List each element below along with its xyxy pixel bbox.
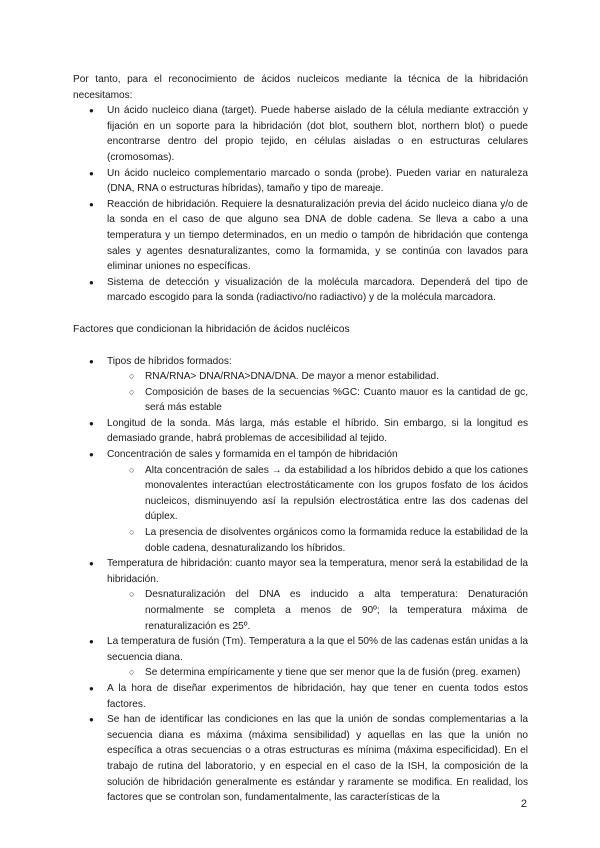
- sub-list: [107, 463, 528, 557]
- list-item: [73, 354, 528, 416]
- sub-list-item: ○ La presencia de disolventes orgánicos como la formamida reduce la estabilidad de la doble cadena, desnaturalizando los híbridos.: [107, 525, 528, 556]
- intro-paragraph: Por tanto, para el reconocimiento de ácidos nucleicos mediante la técnica de la hibridación necesitamos:: [73, 74, 528, 101]
- list-item-text: Temperatura de hibridación: cuanto mayor sea la temperatura, menor será la estabilidad de la hibridación.: [107, 558, 528, 585]
- sub-list: [107, 369, 528, 416]
- list-item: ● Se han de identificar las condiciones en las que la unión de sondas complementarias a la secuencia diana es máxima (máxima sensibilidad) y aquellas en las que la unión no específica a otras secuencias o a otras estructuras es mínima (máxima especificidad). En el trabajo de rutina del laboratorio, y en especial en el caso de la ISH, la composición de la solución de hibridación generalmente es estándar y raramente se modifica. En realidad, los factores que se controlan son, fundamentalmente, las características de la: [73, 712, 528, 806]
- requirements-list: [73, 103, 528, 306]
- list-item-text: Concentración de sales y formamida en el tampón de hibridación: [107, 449, 398, 461]
- list-item: ● Un ácido nucleico diana (target). Puede haberse aislado de la célula mediante extracción y fijación en un soporte para la hibridación (dot blot, southern blot, northern blot) o puede encontrarse dentro del propio tejido, en células aisladas o en estructuras celulares (cromosomas).: [73, 103, 528, 165]
- list-item-text: La temperatura de fusión (Tm). Temperatura a la que el 50% de las cadenas están unidas a la secuencia diana.: [107, 636, 528, 663]
- list-item: [73, 447, 528, 556]
- sub-list-item: ○ Alta concentración de sales → da estabilidad a los híbridos debido a que los cationes monovalentes interactúan electrostáticamente con los grupos fosfato de los ácidos nucleicos, disminuyendo así la repulsión electrostática entre las dos cadenas del dúplex.: [107, 463, 528, 525]
- section-title: Factores que condicionan la hibridación de ácidos nucléicos: [73, 323, 350, 335]
- list-item-text: Tipos de híbridos formados:: [107, 355, 232, 367]
- sub-list-item: ○ Se determina empíricamente y tiene que ser menor que la de fusión (preg. examen): [107, 665, 528, 681]
- list-item: [73, 556, 528, 634]
- list-item: ● Longitud de la sonda. Más larga, más estable el híbrido. Sin embargo, si la longitud es demasiado grande, habrá problemas de accesibilidad al tejido.: [73, 416, 528, 447]
- sub-list-item: ○ Desnaturalización del DNA es inducido a alta temperatura: Denaturación normalmente se completa a menos de 90º; la temperatura máxima de renaturalización es 25º.: [107, 587, 528, 634]
- list-item: ● A la hora de diseñar experimentos de hibridación, hay que tener en cuenta todos estos factores.: [73, 681, 528, 712]
- page-number: 2: [520, 798, 527, 811]
- sub-list: [107, 587, 528, 634]
- sub-list-item: ○ Composición de bases de la secuencias %GC: Cuanto mauor es la cantidad de gc, será más estable: [107, 385, 528, 416]
- list-item: ● Un ácido nucleico complementario marcado o sonda (probe). Pueden variar en naturaleza (DNA, RNA o estructuras híbridas), tamaño y tipo de mareaje.: [73, 166, 528, 197]
- factors-list: [73, 354, 528, 806]
- sub-list: [107, 665, 528, 681]
- sub-list-item: ○ RNA/RNA> DNA/RNA>DNA/DNA. De mayor a menor estabilidad.: [107, 369, 528, 385]
- list-item: ● Reacción de hibridación. Requiere la desnaturalización previa del ácido nucleico diana y/o de la sonda en el caso de que alguno sea DNA de doble cadena. Se lleva a cabo a una temperatura y un tiempo determinados, en un medio o tampón de hibridación que contenga sales y agentes desnaturalizantes, como la formamida, y se continúa con lavados para eliminar uniones no específicas.: [73, 197, 528, 275]
- list-item: ● Sistema de detección y visualización de la molécula marcadora. Dependerá del tipo de marcado escogido para la sonda (radiactivo/no radiactivo) y de la molécula marcadora.: [73, 275, 528, 306]
- list-item: [73, 634, 528, 681]
- page-content: [73, 72, 528, 806]
